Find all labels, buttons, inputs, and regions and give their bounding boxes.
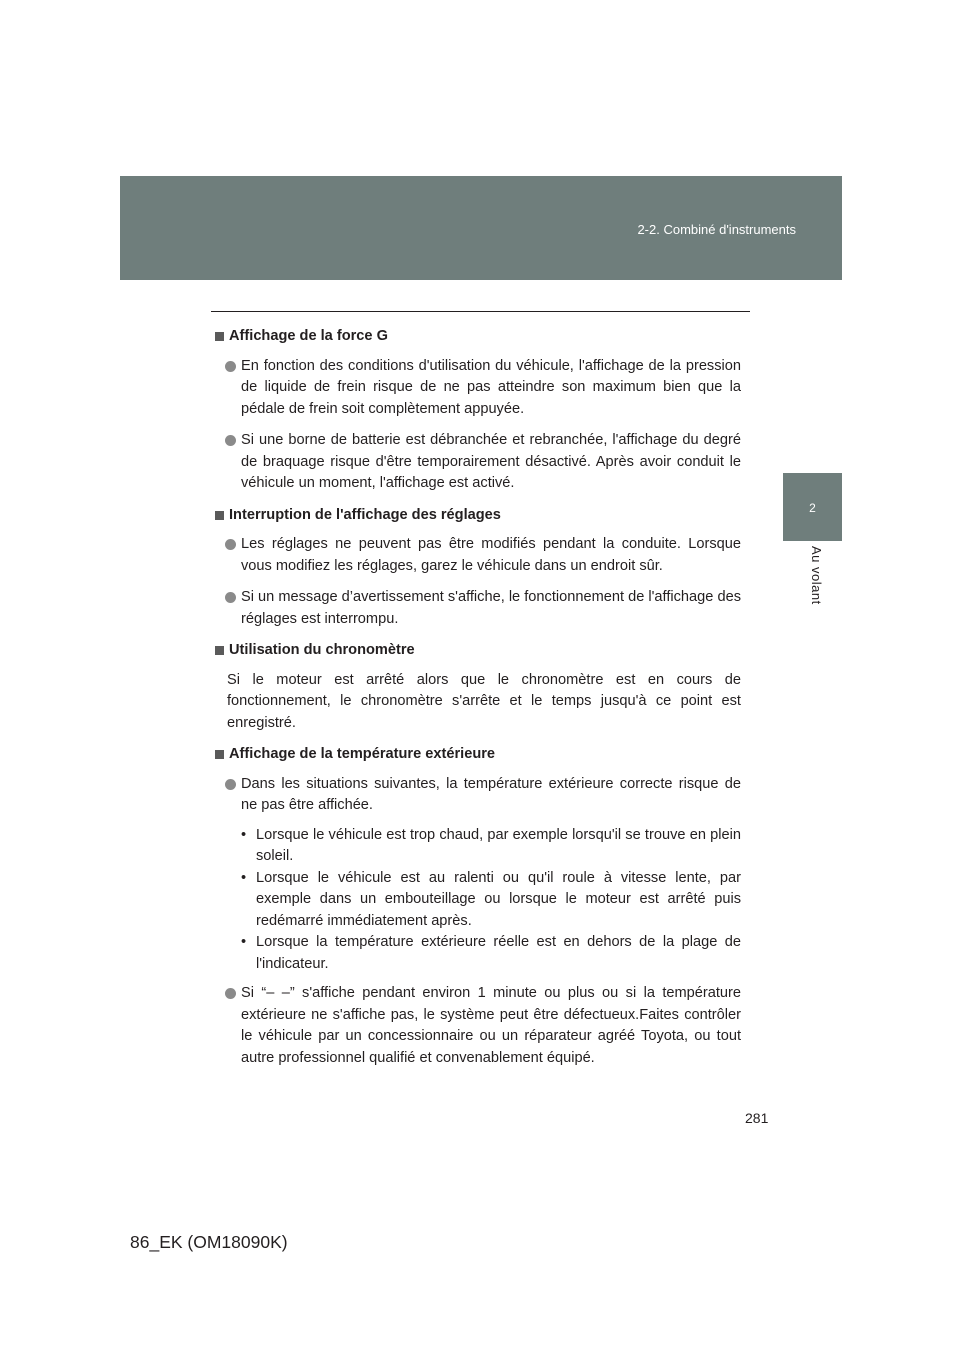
section-force-g bbox=[215, 326, 741, 495]
list-item bbox=[215, 356, 741, 421]
item-text: En fonction des conditions d'utilisation du véhicule, l'affichage de la pression de liquide de frein risque de ne pas atteindre son maximum bien que la pédale de frein soit complètement appuyée. bbox=[241, 357, 741, 417]
sub-list-item bbox=[215, 932, 741, 975]
section-header: 2-2. Combiné d'instruments bbox=[637, 222, 796, 237]
bullet-icon bbox=[225, 592, 236, 603]
list-item bbox=[215, 430, 741, 495]
list-item bbox=[215, 983, 741, 1069]
section-interruption bbox=[215, 505, 741, 631]
list-item bbox=[215, 774, 741, 817]
chapter-tab bbox=[783, 473, 842, 541]
page-number: 281 bbox=[745, 1110, 769, 1126]
item-text: Si “– –” s'affiche pendant environ 1 minute ou plus ou si la température extérieure ne s'affiche pas, le système peut être défectueux.Faites contrôler le véhicule par un concessionnaire ou un réparateur agréé Toyota, ou tout autre professionnel qualifié et convenablement équipé. bbox=[241, 985, 741, 1066]
bullet-icon bbox=[225, 988, 236, 999]
square-marker-icon bbox=[215, 646, 224, 655]
square-marker-icon bbox=[215, 332, 224, 341]
chapter-label: Au volant bbox=[809, 546, 824, 605]
sub-list-item bbox=[215, 825, 741, 868]
document-id: 86_EK (OM18090K) bbox=[130, 1232, 288, 1252]
main-content bbox=[215, 326, 741, 1079]
header-band bbox=[120, 176, 842, 280]
sub-item-text: Lorsque le véhicule est trop chaud, par exemple lorsqu'il se trouve en plein soleil. bbox=[256, 826, 741, 864]
chapter-number: 2 bbox=[809, 501, 816, 515]
top-rule bbox=[211, 311, 750, 312]
section-title: Interruption de l'affichage des réglages bbox=[229, 506, 501, 523]
section-chronometre bbox=[215, 640, 741, 734]
bullet-icon bbox=[225, 539, 236, 550]
bullet-icon bbox=[225, 779, 236, 790]
item-text: Dans les situations suivantes, la température extérieure correcte risque de ne pas être affichée. bbox=[241, 775, 741, 813]
item-text: Les réglages ne peuvent pas être modifiés pendant la conduite. Lorsque vous modifiez les réglages, garez le véhicule dans un endroit sûr. bbox=[241, 536, 741, 574]
item-text: Si un message d’avertissement s'affiche, le fonctionnement de l'affichage des réglages est interrompu. bbox=[241, 589, 741, 627]
sub-item-text: Lorsque la température extérieure réelle est en dehors de la plage de l'indicateur. bbox=[256, 934, 741, 972]
list-item bbox=[215, 534, 741, 577]
bullet-icon bbox=[225, 361, 236, 372]
section-title: Affichage de la force G bbox=[229, 328, 388, 344]
square-marker-icon bbox=[215, 750, 224, 759]
item-text: Si une borne de batterie est débranchée et rebranchée, l'affichage du degré de braquage risque d'être temporairement désactivé. Après avoir conduit le véhicule un moment, l'affichage est activé. bbox=[241, 432, 741, 491]
dot-icon: • bbox=[241, 869, 247, 886]
square-marker-icon bbox=[215, 511, 224, 520]
section-title: Affichage de la température extérieure bbox=[229, 746, 496, 762]
bullet-icon bbox=[225, 435, 236, 446]
paragraph: Si le moteur est arrêté alors que le chronomètre est en cours de fonctionnement, le chronomètre s'arrête et le temps jusqu'à ce point est enregistré. bbox=[227, 671, 741, 731]
dot-icon: • bbox=[241, 826, 247, 843]
dot-icon: • bbox=[241, 934, 247, 950]
sub-list-item bbox=[215, 868, 741, 933]
sub-item-text: Lorsque le véhicule est au ralenti ou qu'il roule à vitesse lente, par exemple dans un embouteillage ou lorsque le moteur est arrêté puis redémarré immédiatement après. bbox=[256, 869, 741, 929]
section-temperature bbox=[215, 744, 741, 1069]
section-title: Utilisation du chronomètre bbox=[229, 642, 415, 658]
sub-list bbox=[215, 825, 741, 976]
list-item bbox=[215, 587, 741, 630]
